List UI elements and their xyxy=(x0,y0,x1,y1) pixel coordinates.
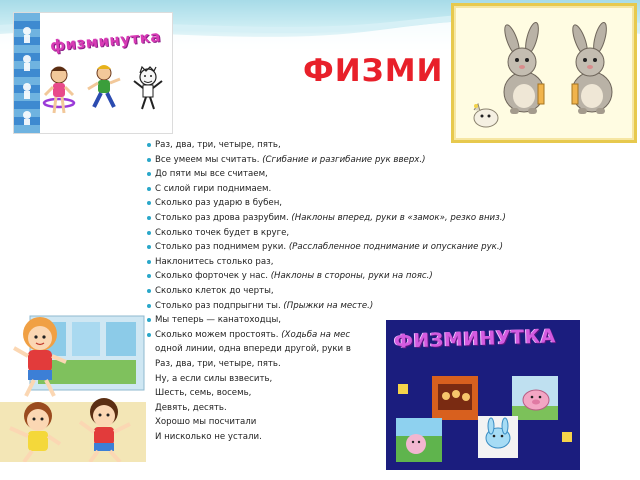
decor-figures xyxy=(16,19,38,129)
exercise-instruction: (Ходьба на мес xyxy=(281,329,351,340)
poem-line-text: Столько раз дрова разрубим. xyxy=(155,212,289,223)
bullet-icon xyxy=(147,231,151,235)
poem-line xyxy=(146,255,616,270)
poem-line-text: Мы теперь — канатоходцы, xyxy=(155,315,281,326)
poem-line xyxy=(146,196,616,211)
poem-line-text: Раз, два, три, четыре, пять, xyxy=(155,140,281,150)
poem-line xyxy=(146,299,616,314)
bullet-icon xyxy=(147,304,151,308)
slide-title: ФИЗМИ xyxy=(303,53,444,89)
poem-line-text: С силой гири поднимаем. xyxy=(155,183,272,194)
poem-line xyxy=(146,284,616,299)
poem-line-text: Сколько точек будет в круге, xyxy=(155,227,290,238)
bullet-icon xyxy=(147,201,151,205)
poem-line-text: Наклонитесь столько раз, xyxy=(155,256,274,267)
kids-jumping-image xyxy=(0,312,146,462)
poem-line-text: До пяти мы все считаем, xyxy=(155,169,268,180)
bullet-icon xyxy=(147,245,151,249)
poem-line xyxy=(146,167,616,182)
bunny-icon xyxy=(454,6,634,140)
kids-jumping-icon xyxy=(0,312,146,462)
bullet-icon xyxy=(147,187,151,191)
exercise-instruction: (Сгибание и разгибание рук вверх.) xyxy=(262,154,426,165)
poem-line-text: одной линии, одна впереди другой, руки в xyxy=(155,344,351,355)
poem-line-text: Ну, а если силы взвесить, xyxy=(155,373,273,384)
bullet-icon xyxy=(147,289,151,293)
poem-line-text: Хорошо мы посчитали xyxy=(155,417,257,428)
fizminutka-poster-image xyxy=(386,320,580,470)
poem-line xyxy=(146,269,616,284)
bullet-icon xyxy=(147,333,151,337)
bunnies-clipart-image xyxy=(451,3,637,143)
poem-line-text: Сколько клеток до черты, xyxy=(155,285,274,296)
bullet-icon xyxy=(147,318,151,322)
poem-line xyxy=(146,182,616,197)
exercise-instruction: (Наклоны в стороны, руки на пояс.) xyxy=(270,271,433,282)
kids-exercising-icon xyxy=(42,61,170,123)
poem-line-text: Раз, два, три, четыре, пять. xyxy=(155,358,281,369)
poem-line xyxy=(146,138,616,153)
bullet-icon xyxy=(147,143,151,147)
cartoon-tiles-icon xyxy=(386,320,580,470)
poem-line xyxy=(146,226,616,241)
fizminutka-banner-label: ФИЗМИНУТКА xyxy=(393,325,557,353)
poem-line-text: Столько раз поднимем руки. xyxy=(155,242,287,253)
poem-line-text: И нисколько не устали. xyxy=(155,431,262,442)
fizminutka-label: физминутка xyxy=(49,27,162,55)
poem-line xyxy=(146,211,616,226)
poem-line-text: Столько раз подпрыгни ты. xyxy=(155,300,281,311)
poem-line-text: Сколько можем простоять. xyxy=(155,329,279,340)
bullet-icon xyxy=(147,172,151,176)
poem-line-text: Шесть, семь, восемь, xyxy=(155,388,252,399)
exercise-instruction: (Расслабленное поднимание и опускание рук.) xyxy=(288,242,503,253)
bullet-icon xyxy=(147,216,151,220)
bullet-icon xyxy=(147,274,151,278)
exercise-instruction: (Прыжки на месте.) xyxy=(283,300,374,311)
fizminutka-clipart-image xyxy=(14,13,172,133)
exercise-instruction: (Наклоны вперед, руки в «замок», резко вниз.) xyxy=(291,212,506,223)
poem-line-text: Все умеем мы считать. xyxy=(155,154,260,165)
bullet-icon xyxy=(147,260,151,264)
poem-line xyxy=(146,240,616,255)
poem-line-text: Девять, десять. xyxy=(155,402,227,413)
bullet-icon xyxy=(147,158,151,162)
poem-line xyxy=(146,153,616,168)
poem-line-text: Сколько раз ударю в бубен, xyxy=(155,198,283,209)
poem-line-text: Сколько форточек у нас. xyxy=(155,271,268,282)
